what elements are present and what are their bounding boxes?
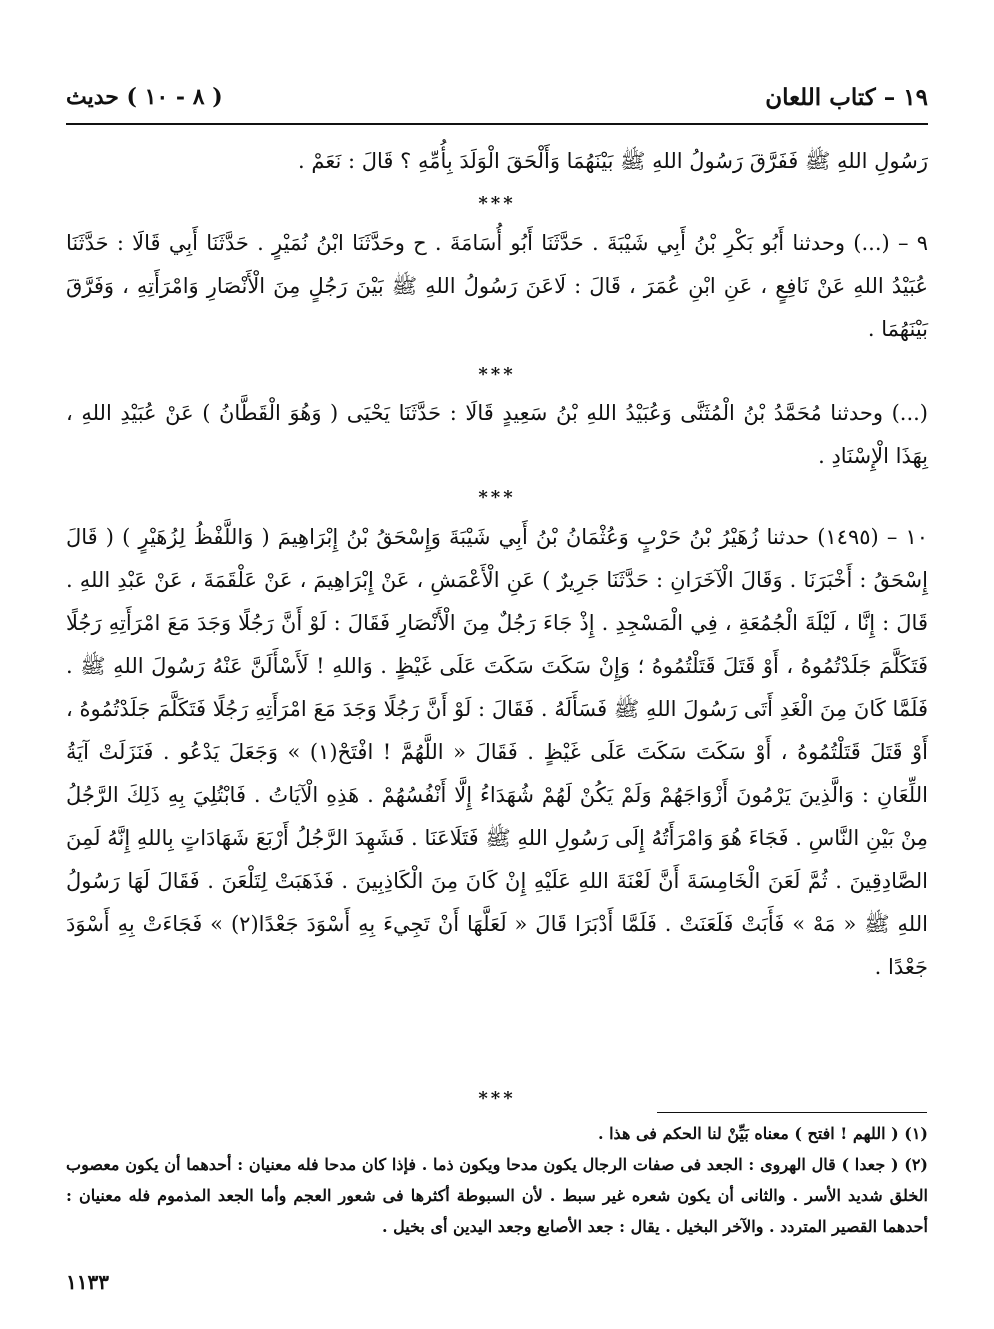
page-number: ١١٣٣ [66, 1270, 109, 1294]
section-separator: *** [478, 193, 516, 214]
chapter-title: ١٩ – كتاب اللعان [765, 84, 928, 111]
hadith-9-variant: (...) وحدثنا مُحَمَّدُ بْنُ الْمُثَنَّى وَعُبَيْدُ اللهِ بْنُ سَعِيدٍ قَالَا : حَدَّثَنَا يَحْيَى ( وَهُوَ الْقَطَّانُ ) عَنْ عُبَيْدِ اللهِ ، بِهَذَا الْإِسْنَادِ . [66, 401, 928, 468]
section-separator: *** [478, 487, 516, 508]
hadith-range: ( ٨ - ١٠ ) حديث [66, 84, 223, 110]
header-divider [66, 123, 928, 125]
running-header [66, 84, 928, 120]
footnote-1: (١) ( اللهم ! افتح ) معناه بَيِّنْ لنا الحكم فى هذا . [597, 1124, 928, 1143]
paragraph-continuation: رَسُولِ اللهِ ﷺ فَفَرَّقَ رَسُولُ اللهِ ﷺ بَيْنَهُمَا وَأَلْحَقَ الْوَلَدَ بِأُمِّهِ ؟ قَالَ : نَعَمْ . [298, 149, 928, 173]
section-separator: *** [478, 364, 516, 385]
footnote-divider [657, 1112, 927, 1113]
footnote-2: (٢) ( جعدا ) قال الهروى : الجعد فى صفات الرجال يكون مدحا ويكون ذما . فإذا كان مدحا فله معنيان : أحدهما أن يكون معصوب الخلق شديد الأسر . والثانى أن يكون شعره غير سبط . لأن السبوطة أكثرها فى شعور العجم وأما الجعد المذموم فله معنيان : أحدهما القصير المتردد . والآخر البخيل . يقال : جعد الأصابع وجعد اليدين أى بخيل . [66, 1155, 928, 1236]
hadith-9: ٩ – (...) وحدثنا أَبُو بَكْرِ بْنُ أَبِي شَيْبَةَ . حَدَّثَنَا أَبُو أُسَامَةَ . ح وحَدَّثَنَا ابْنُ نُمَيْرٍ . حَدَّثَنَا أَبِي قَالَا : حَدَّثَنَا عُبَيْدُ اللهِ عَنْ نَافِعٍ ، عَنِ ابْنِ عُمَرَ ، قَالَ : لَاعَنَ رَسُولُ اللهِ ﷺ بَيْنَ رَجُلٍ مِنَ الْأَنْصَارِ وَامْرَأَتِهِ ، وَفَرَّقَ بَيْنَهُمَا . [66, 231, 928, 341]
hadith-10: ١٠ – (١٤٩٥) حدثنا زُهَيْرُ بْنُ حَرْبٍ وَعُثْمَانُ بْنُ أَبِي شَيْبَةَ وَإِسْحَقُ بْنُ إِبْرَاهِيمَ ( وَاللَّفْظُ لِزُهَيْرٍ ) ( قَالَ إِسْحَقُ : أَخْبَرَنَا . وَقَالَ الْآخَرَانِ : حَدَّثَنَا جَرِيرٌ ) عَنِ الْأَعْمَشِ ، عَنْ إِبْرَاهِيمَ ، عَنْ عَلْقَمَةَ ، عَنْ عَبْدِ اللهِ . قَالَ : إِنَّا ، لَيْلَةَ الْجُمُعَةِ ، فِي الْمَسْجِدِ . إِذْ جَاءَ رَجُلٌ مِنَ الْأَنْصَارِ فَقَالَ : لَوْ أَنَّ رَجُلًا وَجَدَ مَعَ امْرَأَتِهِ رَجُلًا فَتَكَلَّمَ جَلَدْتُمُوهُ ، أَوْ قَتَلَ قَتَلْتُمُوهُ ؛ وَإِنْ سَكَتَ سَكَتَ عَلَى غَيْظٍ . وَاللهِ ! لَأَسْأَلَنَّ عَنْهُ رَسُولَ اللهِ ﷺ . فَلَمَّا كَانَ مِنَ الْغَدِ أَتَى رَسُولَ اللهِ ﷺ فَسَأَلَهُ . فَقَالَ : لَوْ أَنَّ رَجُلًا وَجَدَ مَعَ امْرَأَتِهِ رَجُلًا فَتَكَلَّمَ جَلَدْتُمُوهُ ، أَوْ قَتَلَ قَتَلْتُمُوهُ ، أَوْ سَكَتَ سَكَتَ عَلَى غَيْظٍ . فَقَالَ « اللَّهُمَّ ! افْتَحْ(١) » وَجَعَلَ يَدْعُو . فَنَزَلَتْ آيَةُ اللِّعَانِ : وَالَّذِينَ يَرْمُونَ أَزْوَاجَهُمْ وَلَمْ يَكُنْ لَهُمْ شُهَدَاءُ إِلَّا أَنْفُسُهُمْ . هَذِهِ الْآيَاتُ . فَابْتُلِيَ بِهِ ذَلِكَ الرَّجُلُ مِنْ بَيْنِ النَّاسِ . فَجَاءَ هُوَ وَامْرَأَتُهُ إِلَى رَسُولِ اللهِ ﷺ فَتَلَاعَنَا . فَشَهِدَ الرَّجُلُ أَرْبَعَ شَهَادَاتٍ بِاللهِ إِنَّهُ لَمِنَ الصَّادِقِينَ . ثُمَّ لَعَنَ الْخَامِسَةَ أَنَّ لَعْنَةَ اللهِ عَلَيْهِ إِنْ كَانَ مِنَ الْكَاذِبِينَ . فَذَهَبَتْ لِتَلْعَنَ . فَقَالَ لَهَا رَسُولُ اللهِ ﷺ « مَهْ » فَأَبَتْ فَلَعَنَتْ . فَلَمَّا أَدْبَرَا قَالَ « لَعَلَّهَا أَنْ تَجِيءَ بِهِ أَسْوَدَ جَعْدًا(٢) » فَجَاءَتْ بِهِ أَسْوَدَ جَعْدًا . [66, 525, 928, 979]
section-separator: *** [478, 1088, 516, 1109]
footnotes [66, 1118, 928, 1242]
